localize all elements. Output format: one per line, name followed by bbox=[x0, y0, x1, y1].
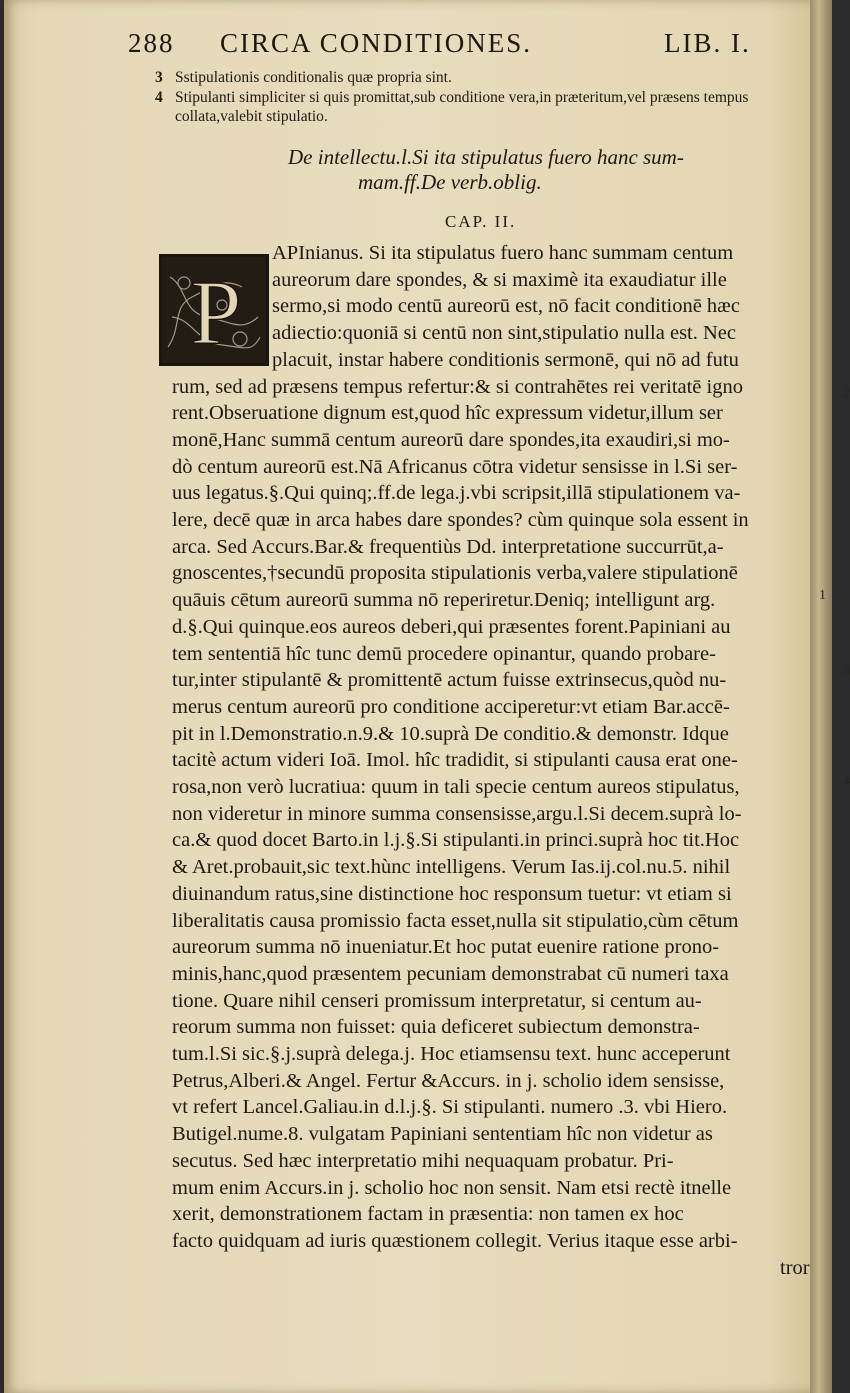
body-line: monē,Hanc summā centum aureorū dare spondes,ita exaudiri,si mo- bbox=[172, 428, 730, 451]
body-line: d.§.Qui quinque.eos aureos deberi,qui præsentes forent.Papiniani au bbox=[172, 615, 731, 638]
body-line: rum, sed ad præsens tempus refertur:& si contrahētes rei veritatē igno bbox=[172, 375, 743, 398]
margin-mark: 3 bbox=[843, 664, 850, 679]
body-line: diuinandum ratus,sine distinctione hoc responsum tuetur: vt etiam si bbox=[172, 882, 732, 905]
summary-number: 3 bbox=[155, 69, 163, 86]
margin-mark: 4 bbox=[843, 774, 850, 789]
body-line: non videretur in minore summa consensisse,argu.l.Si decem.suprà lo- bbox=[172, 802, 742, 825]
body-line: tacitè actum videri Ioā. Imol. hîc tradidit, si stipulanti causa erat one- bbox=[172, 749, 738, 772]
body-line: gnoscentes,†secundū proposita stipulationis verba,valere stipulationē bbox=[172, 562, 738, 585]
body-line: APInianus. Si ita stipulatus fuero hanc summam centum bbox=[272, 242, 734, 264]
summary-number: 4 bbox=[155, 89, 163, 106]
body-line: tem sententiā hîc tunc demū procedere opinantur, quando probare- bbox=[172, 642, 716, 665]
margin-mark: 1 bbox=[819, 588, 826, 603]
body-line: Butigel.nume.8. vulgatam Papiniani sententiam hîc non videtur as bbox=[172, 1123, 713, 1146]
body-line: dò centum aureorū est.Nā Africanus cōtra videtur sensisse in l.Si ser- bbox=[172, 455, 738, 478]
body-line: pit in l.Demonstratio.n.9.& 10.suprà De conditio.& demonstr. Idque bbox=[172, 722, 729, 745]
body-line: & Aret.probauit,sic text.hùnc intelligens. Verum Ias.ij.col.nu.5. nihil bbox=[172, 856, 731, 879]
body-line: ca.& quod docet Barto.in l.j.§.Si stipulanti.in princi.suprà hoc tit.Hoc bbox=[172, 829, 740, 852]
margin-mark: 2 bbox=[843, 386, 850, 401]
body-line: tum.l.Si sic.§.j.suprà delega.j. Hoc etiamsensu text. hunc acceperunt bbox=[172, 1043, 731, 1065]
body-line: tur,inter stipulantē & promittentē actum fuisse extrinsecus,quòd nu- bbox=[172, 669, 727, 692]
body-line: mum enim Accurs.in j. scholio hoc non sensit. Nam etsi rectè itnelle bbox=[172, 1176, 732, 1199]
rubric-line: De intellectu.l.Si ita stipulatus fuero hanc sum- bbox=[288, 145, 684, 169]
body-line: liberalitatis causa promissio facta esset,nulla sit stipulatio,cùm cētum bbox=[172, 909, 739, 932]
body-line: rent.Obseruatione dignum est,quod hîc expressum videtur,illum ser bbox=[172, 402, 723, 425]
book-number: LIB. I. bbox=[664, 28, 751, 58]
body-line: minis,hanc,quod præsentem pecuniam demonstrabat cū numeri taxa bbox=[172, 962, 729, 985]
initial-letter: P bbox=[190, 261, 242, 363]
body-line: tror bbox=[780, 1256, 810, 1279]
body-line: arca. Sed Accurs.Bar.& frequentiùs Dd. interpretatione succurrūt,a- bbox=[172, 535, 724, 558]
body-line: uus legatus.§.Qui quinq;.ff.de lega.j.vbi scripsit,illā stipulationem va- bbox=[172, 482, 741, 505]
body-line: aureorum summa nō inueniatur.Et hoc putat euenire ratione prono- bbox=[172, 936, 720, 959]
body-line: rosa,non verò lucratiua: quum in tali specie centum aureos stipulatus, bbox=[172, 776, 740, 798]
rubric-line: mam.ff.De verb.oblig. bbox=[358, 170, 542, 194]
running-header bbox=[128, 28, 808, 64]
body-line: merus centum aureorū pro conditione acciperetur:vt etiam Bar.accē- bbox=[172, 695, 730, 718]
body-line: quāuis cētum aureorū summa nō reperiretur.Deniq; intelligunt arg. bbox=[172, 589, 716, 612]
body-line: tione. Quare nihil censeri promissum interpretatur, si centum au- bbox=[172, 989, 702, 1012]
summary-text: Sstipulationis conditionalis quæ propria sint. bbox=[175, 69, 452, 86]
body-line: sermo,si modo centū aureorū est, nō facit conditionē hæc bbox=[272, 295, 740, 318]
body-line: xerit, demonstrationem factam in præsentia: non tamen ex hoc bbox=[172, 1203, 684, 1226]
chapter-heading: CAP. II. bbox=[445, 212, 517, 231]
body-line: adiectio:quoniā si centū non sint,stipulatio nulla est. Nec bbox=[272, 322, 737, 345]
summary-text: Stipulanti simpliciter si quis promittat,sub conditione vera,in præteritum,vel præsens tempus collata,valebit stipulatio. bbox=[175, 89, 749, 125]
body-line: Petrus,Alberi.& Angel. Fertur &Accurs. in j. scholio idem sensisse, bbox=[172, 1069, 725, 1092]
running-title: CIRCA CONDITIONES. bbox=[220, 28, 533, 58]
body-line: vt refert Lancel.Galiau.in d.l.j.§. Si stipulanti. numero .3. vbi Hiero. bbox=[172, 1096, 728, 1119]
chapter-rubric bbox=[288, 145, 768, 195]
body-line: placuit, instar habere conditionis sermonē, qui nō ad futu bbox=[272, 348, 739, 371]
body-line: reorum summa non fuisset: quia deficeret subiectum demonstra- bbox=[172, 1016, 700, 1039]
body-line: aureorum dare spondes, & si maximè ita exaudiatur ille bbox=[272, 268, 727, 291]
body-line: secutus. Sed hæc interpretatio mihi nequaquam probatur. Pri- bbox=[172, 1149, 674, 1172]
body-line: lere, decē quæ in arca habes dare spondes? cùm quinque sola essent in bbox=[172, 509, 749, 531]
decorated-initial bbox=[159, 254, 269, 366]
page-number: 288 bbox=[128, 28, 175, 58]
ornament-initial-icon bbox=[162, 257, 266, 363]
body-line: facto quidquam ad iuris quæstionem collegit. Verius itaque esse arbi- bbox=[172, 1229, 738, 1252]
page-edge bbox=[810, 0, 832, 1393]
